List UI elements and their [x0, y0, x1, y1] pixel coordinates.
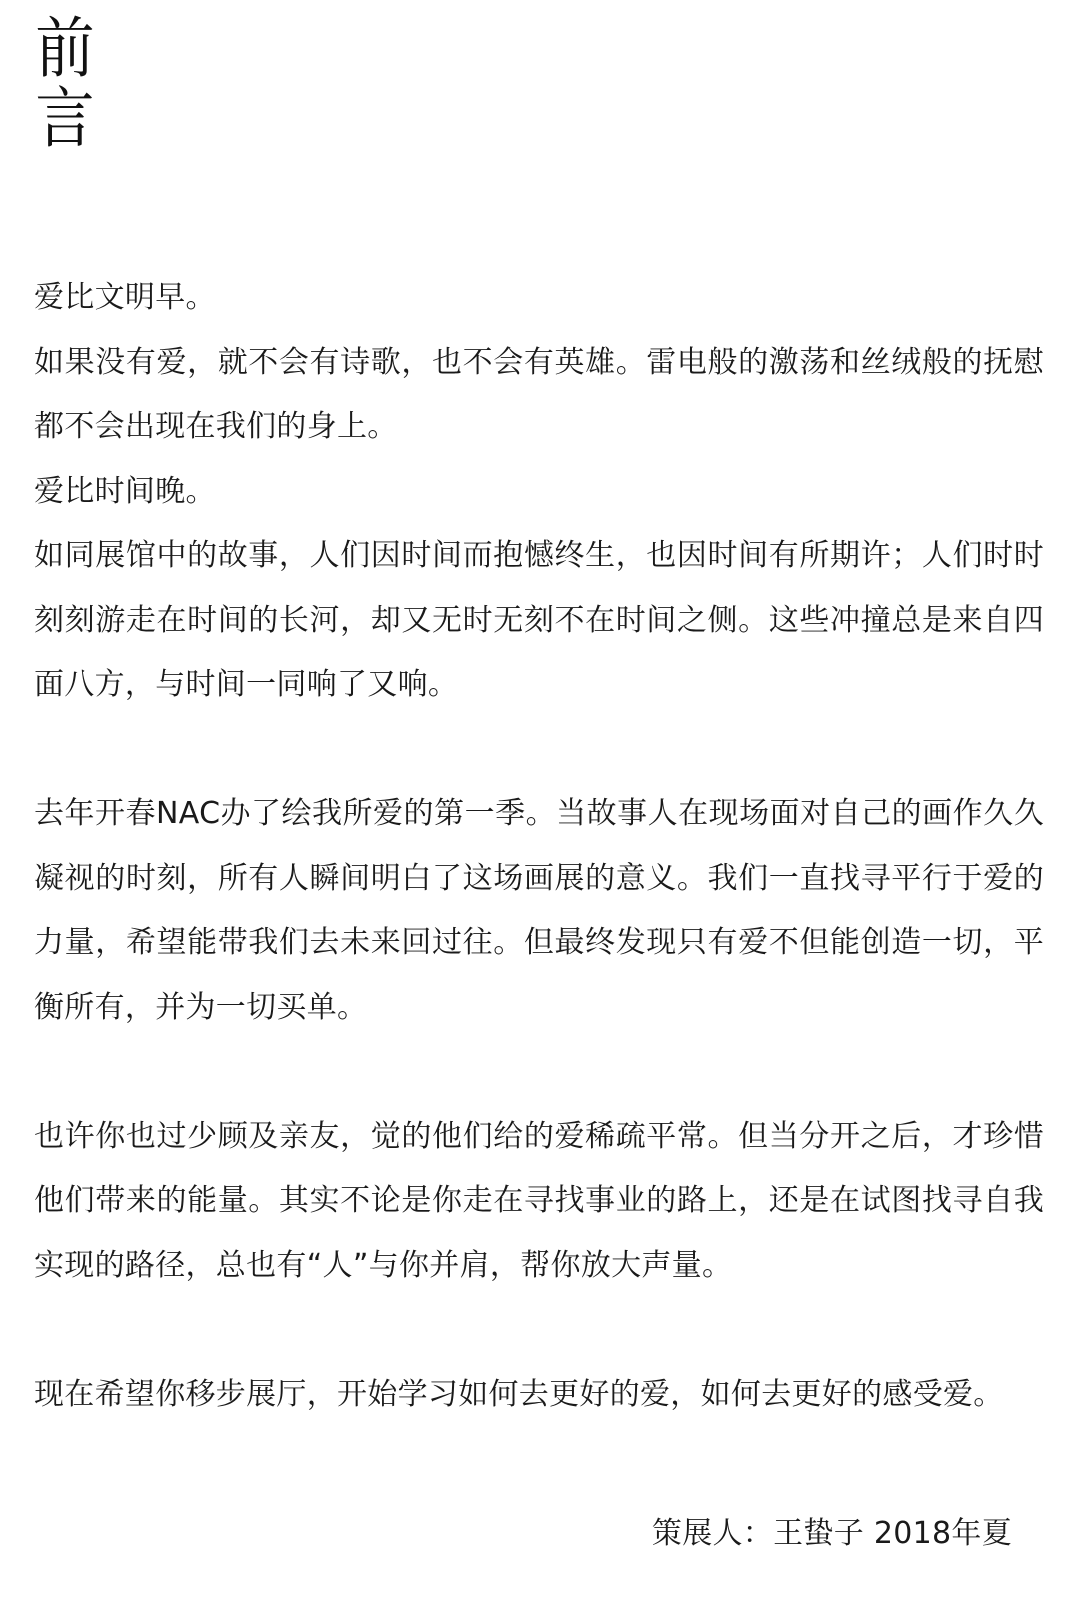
paragraph-spacer [34, 1040, 1044, 1105]
curator-signature: 策展人：王蛰子 2018年夏 [651, 1516, 1012, 1551]
paragraph-2: 如果没有爱，就不会有诗歌，也不会有英雄。雷电般的激荡和丝绒般的抚慰都不会出现在我们的身上。 [34, 344, 1044, 444]
paragraph-spacer [34, 718, 1044, 783]
preface-body [34, 266, 1044, 1427]
paragraph-5: 去年开春NAC办了绘我所爱的第一季。当故事人在现场面对自己的画作久久凝视的时刻，所有人瞬间明白了这场画展的意义。我们一直找寻平行于爱的力量，希望能带我们去未来回过往。但最终发现只有爱不但能创造一切，平衡所有，并为一切买单。 [34, 796, 1044, 1025]
paragraph-spacer [34, 1298, 1044, 1363]
paragraph-6: 也许你也过少顾及亲友，觉的他们给的爱稀疏平常。但当分开之后，才珍惜他们带来的能量。其实不论是你走在寻找事业的路上，还是在试图找寻自我实现的路径，总也有“人”与你并肩，帮你放大声量。 [34, 1118, 1044, 1283]
paragraph-4: 如同展馆中的故事，人们因时间而抱憾终生，也因时间有所期许；人们时时刻刻游走在时间的长河，却又无时无刻不在时间之侧。这些冲撞总是来自四面八方，与时间一同响了又响。 [34, 538, 1044, 702]
title-char-1: 前 [35, 10, 95, 87]
page-title [30, 10, 100, 157]
paragraph-3: 爱比时间晚。 [34, 473, 216, 509]
paragraph-1: 爱比文明早。 [34, 280, 216, 315]
paragraph-7: 现在希望你移步展厅，开始学习如何去更好的爱，如何去更好的感受爱。 [34, 1376, 1004, 1412]
title-char-2: 言 [35, 80, 95, 157]
